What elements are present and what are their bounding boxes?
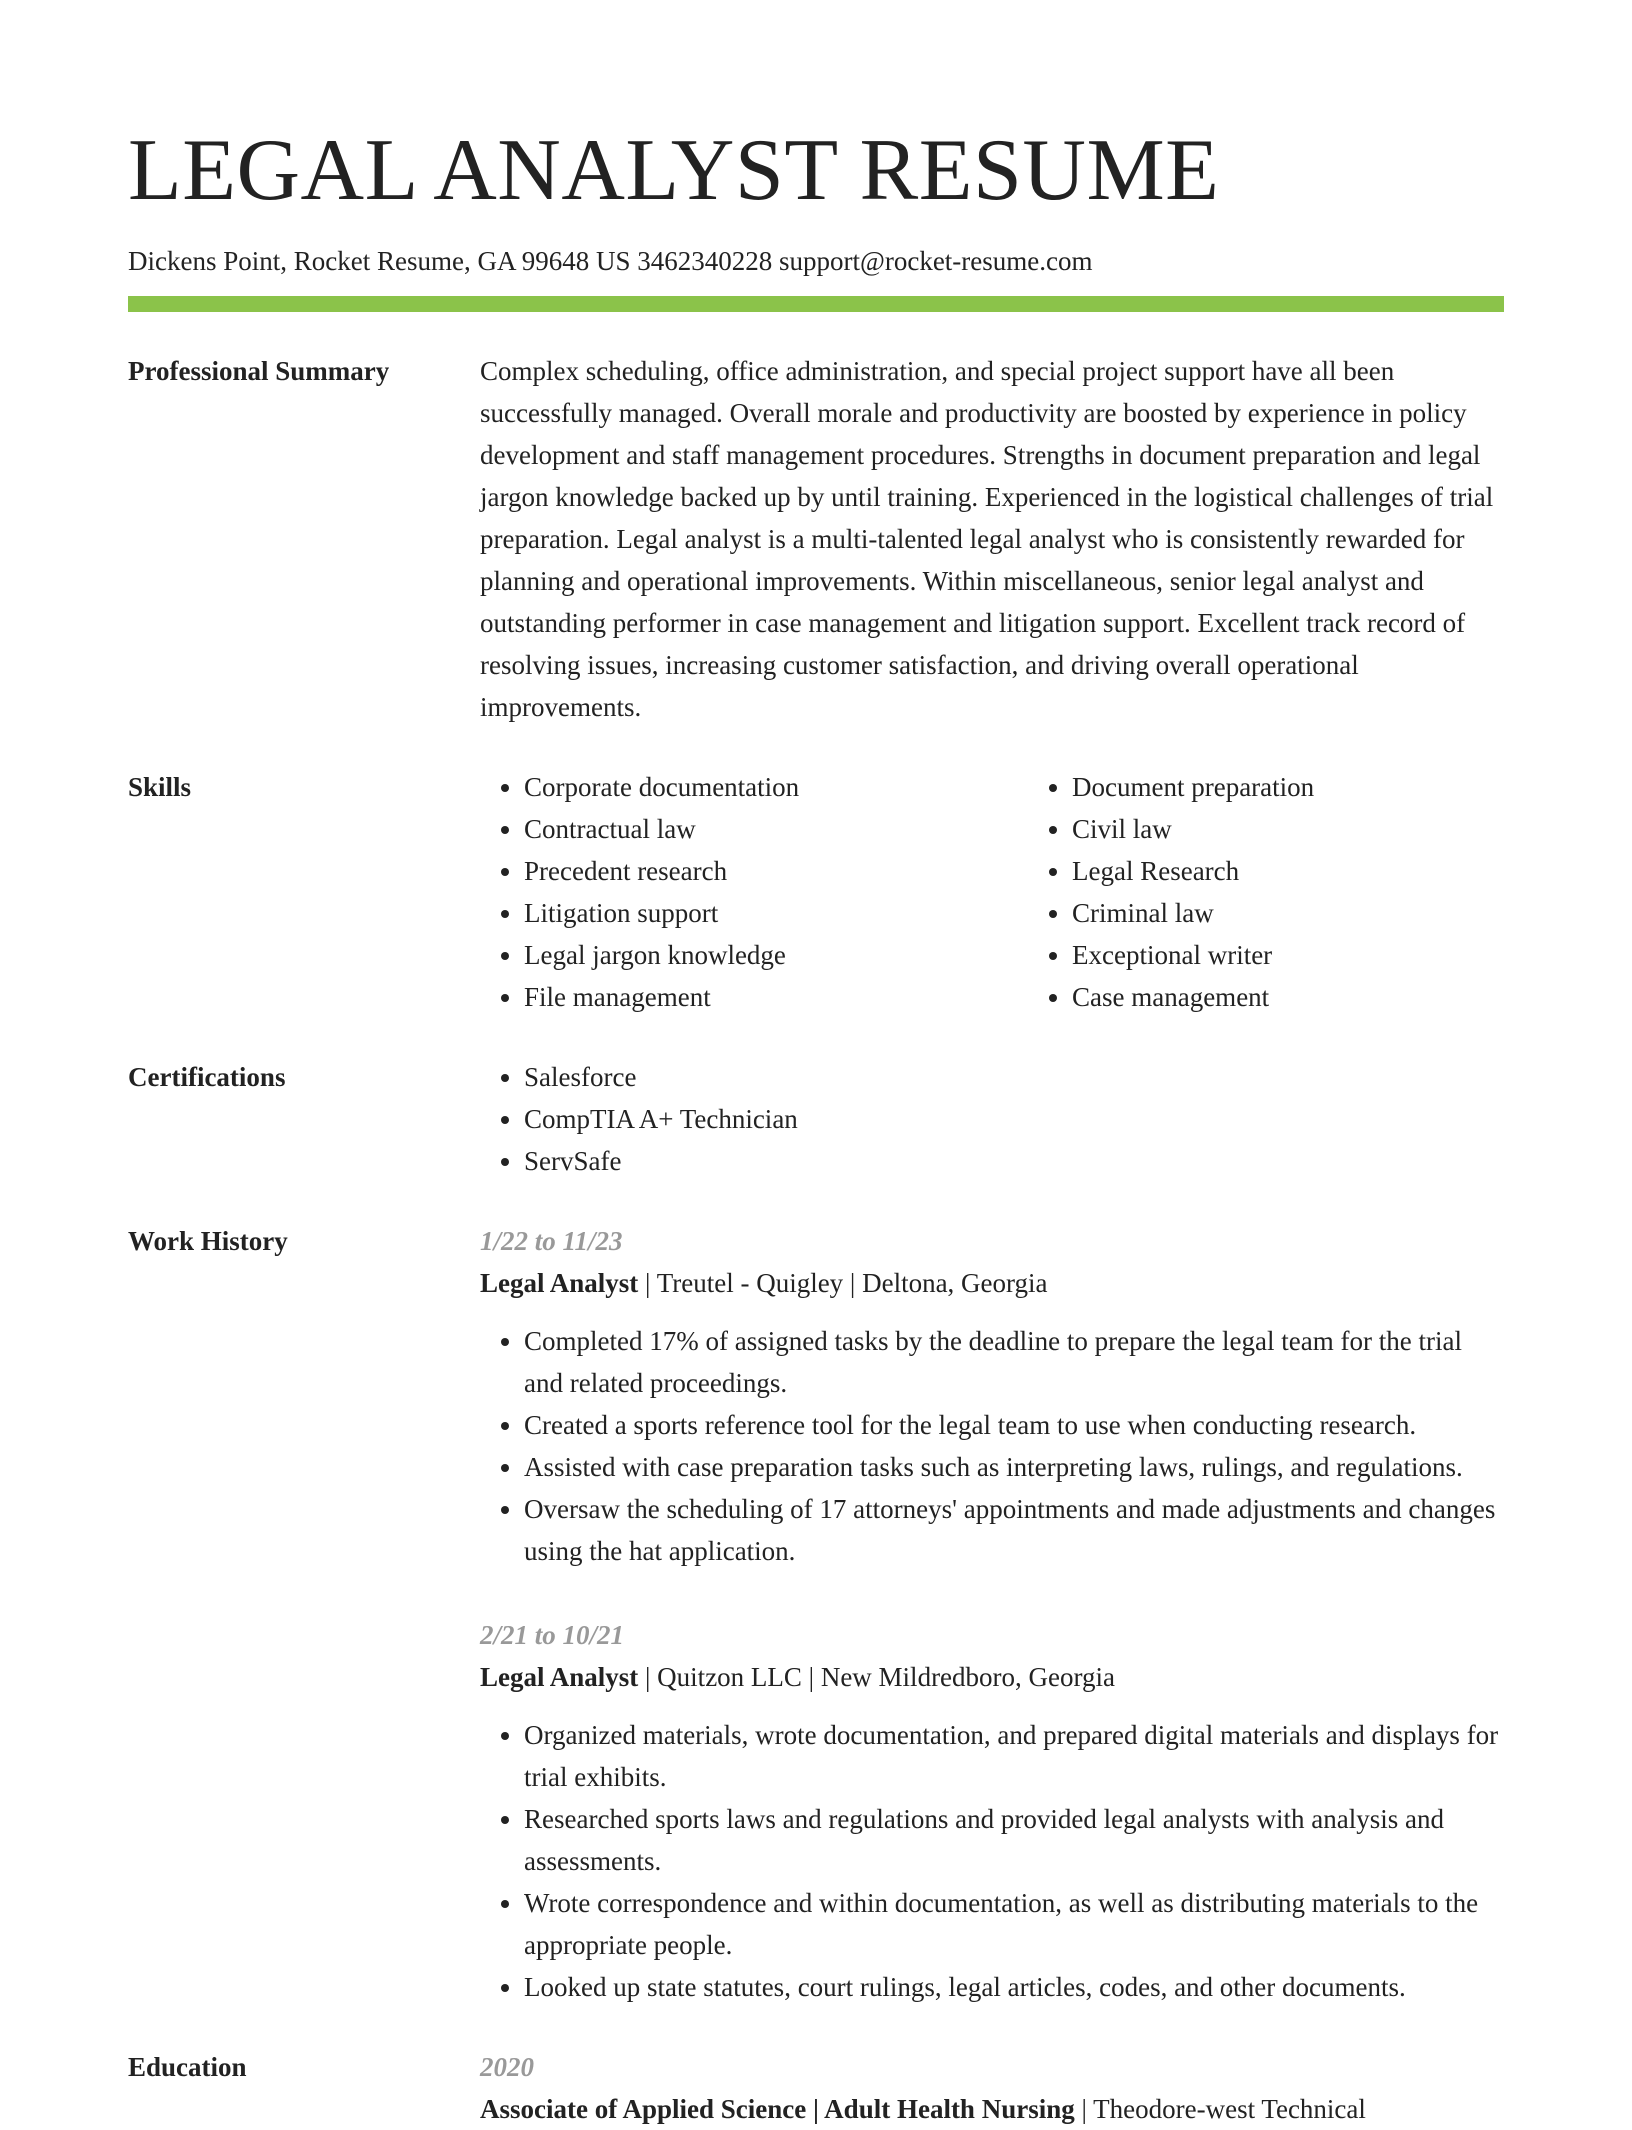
resume-page [128, 0, 1504, 2130]
skill-item: • File management [524, 976, 1028, 1018]
skill-item: • Legal Research [1072, 850, 1314, 892]
section-label: Professional Summary [128, 356, 390, 386]
job-bullet: • Created a sports reference tool for the legal team to use when conducting research. [524, 1404, 1504, 1446]
job-title: Legal Analyst [480, 1268, 639, 1298]
summary-text: Complex scheduling, office administration, and special project support have all been successfully managed. Overall morale and productivity are boosted by experience in policy development and staff management procedures. Strengths in document preparation and legal jargon knowledge backed up by until training. Experienced in the logistical challenges of trial preparation. Legal analyst is a multi-talented legal analyst who is consistently rewarded for planning and operational improvements. Within miscellaneous, senior legal analyst and outstanding performer in case management and litigation support. Excellent track record of resolving issues, increasing customer satisfaction, and driving overall operational improvements. [480, 356, 1494, 722]
skill-item: • Criminal law [1072, 892, 1314, 934]
job-bullet: • Oversaw the scheduling of 17 attorneys' appointments and made adjustments and changes using the hat application. [524, 1488, 1504, 1572]
job-bullet: • Wrote correspondence and within documentation, as well as distributing materials to the appropriate people. [524, 1882, 1504, 1966]
contact-email: support@rocket-resume.com [778, 246, 1093, 276]
skill-item: • Litigation support [524, 892, 1028, 934]
section-label: Work History [128, 1226, 288, 1256]
skill-item: • Contractual law [524, 808, 1028, 850]
skill-item: • Case management [1072, 976, 1314, 1018]
section-body [480, 350, 1504, 728]
section-body [480, 2046, 1504, 2130]
job-bullet: • Looked up state statutes, court rulings, legal articles, codes, and other documents. [524, 1966, 1504, 2008]
skill-item: • Document preparation [1072, 766, 1314, 808]
skill-item: • Legal jargon knowledge [524, 934, 1028, 976]
certification-item: • CompTIA A+ Technician [524, 1098, 1504, 1140]
job-bullet: • Completed 17% of assigned tasks by the deadline to prepare the legal team for the trial and related proceedings. [524, 1320, 1504, 1404]
skill-item: • Corporate documentation [524, 766, 1028, 808]
certifications-list [480, 1056, 1504, 1182]
job-dates: 1/22 to 11/23 [480, 1226, 623, 1256]
job-entry [480, 1614, 1504, 2008]
skill-item: • Exceptional writer [1072, 934, 1314, 976]
section-education [128, 2046, 1504, 2130]
section-body [480, 1056, 1504, 1182]
job-title: Legal Analyst [480, 1662, 639, 1692]
certification-item: • ServSafe [524, 1140, 1504, 1182]
job-title-line [480, 1656, 1504, 1698]
education-year: 2020 [480, 2052, 534, 2082]
section-professional-summary [128, 350, 1504, 728]
contact-address: Dickens Point, Rocket Resume, GA 99648 US [128, 246, 631, 276]
section-skills [128, 766, 1504, 1018]
section-label: Education [128, 2052, 247, 2082]
job-dates: 2/21 to 10/21 [480, 1620, 625, 1650]
skills-list-right [1028, 766, 1314, 1018]
section-label: Certifications [128, 1062, 286, 1092]
skills-grid [480, 766, 1504, 1018]
job-bullet: • Organized materials, wrote documentation, and prepared digital materials and displays for trial exhibits. [524, 1714, 1504, 1798]
contact-line [128, 244, 1504, 278]
job-bullet: • Researched sports laws and regulations and provided legal analysts with analysis and assessments. [524, 1798, 1504, 1882]
contact-phone: 3462340228 [637, 246, 773, 276]
education-degree: Associate of Applied Science | Adult Health Nursing [480, 2094, 1075, 2124]
page-title: LEGAL ANALYST RESUME [128, 122, 1220, 219]
section-body [480, 766, 1504, 1018]
section-certifications [128, 1056, 1504, 1182]
education-line [480, 2088, 1504, 2130]
skill-item: • Precedent research [524, 850, 1028, 892]
accent-divider [128, 296, 1504, 312]
job-bullets [480, 1714, 1504, 2008]
job-entry [480, 1220, 1504, 1572]
skill-item: • Civil law [1072, 808, 1314, 850]
job-title-line [480, 1262, 1504, 1304]
job-details: | Quitzon LLC | New Mildredboro, Georgia [638, 1662, 1115, 1692]
skills-list-left [480, 766, 1028, 1018]
job-bullet: • Assisted with case preparation tasks such as interpreting laws, rulings, and regulations. [524, 1446, 1504, 1488]
section-work-history [128, 1220, 1504, 2008]
education-school: | Theodore-west Technical [1074, 2094, 1366, 2124]
section-label: Skills [128, 772, 192, 802]
certification-item: • Salesforce [524, 1056, 1504, 1098]
job-bullets [480, 1320, 1504, 1572]
section-body [480, 1220, 1504, 2008]
job-details: | Treutel - Quigley | Deltona, Georgia [638, 1268, 1048, 1298]
